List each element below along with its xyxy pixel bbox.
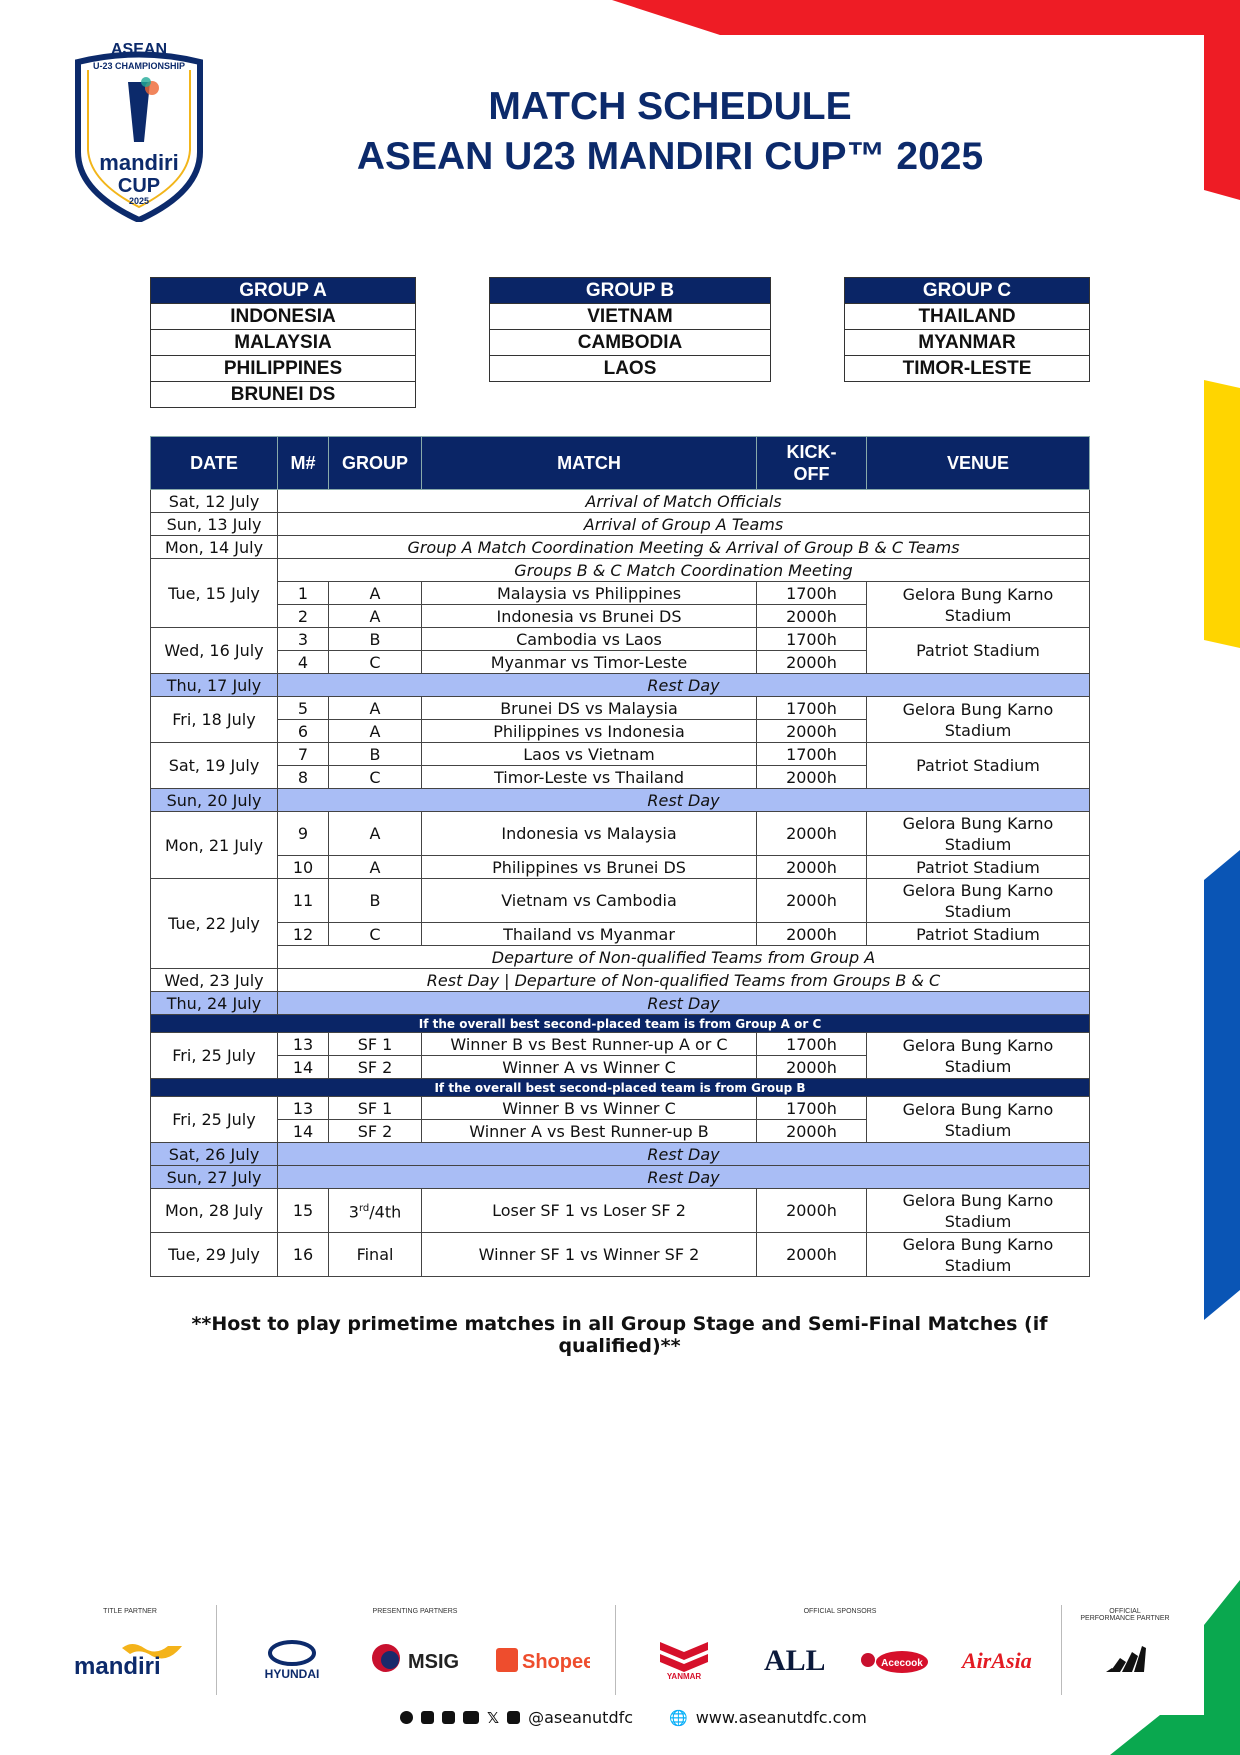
svg-text:Shopee: Shopee	[522, 1651, 590, 1673]
match: Timor-Leste vs Thailand	[422, 766, 757, 789]
team: MYANMAR	[845, 330, 1090, 356]
group: A	[329, 582, 422, 605]
date: Sun, 20 July	[151, 789, 278, 812]
tiktok-icon[interactable]	[442, 1711, 455, 1724]
page-title	[330, 82, 1010, 182]
rest-row	[151, 674, 1090, 697]
group: SF 2	[329, 1120, 422, 1143]
svg-text:AirAsia: AirAsia	[962, 1648, 1032, 1673]
match: Philippines vs Indonesia	[422, 720, 757, 743]
group: SF 1	[329, 1033, 422, 1056]
match: Winner A vs Best Runner-up B	[422, 1120, 757, 1143]
match-num: 14	[278, 1120, 329, 1143]
date: Thu, 24 July	[151, 992, 278, 1015]
kickoff: 2000h	[757, 720, 867, 743]
table-row	[151, 559, 1090, 582]
table-row	[151, 743, 1090, 766]
table-row	[151, 628, 1090, 651]
venue: Gelora Bung Karno Stadium	[867, 582, 1090, 628]
group: A	[329, 720, 422, 743]
date: Fri, 25 July	[151, 1033, 278, 1079]
date: Sat, 12 July	[151, 490, 278, 513]
date: Tue, 29 July	[151, 1233, 278, 1277]
note: Group A Match Coordination Meeting & Arrival of Group B & C Teams	[278, 536, 1090, 559]
match-num: 16	[278, 1233, 329, 1277]
title-line-2: ASEAN U23 MANDIRI CUP™ 2025	[356, 135, 984, 178]
kickoff: 2000h	[757, 1120, 867, 1143]
table-row	[151, 1233, 1090, 1277]
msig-logo	[370, 1640, 466, 1685]
instagram-icon[interactable]	[421, 1711, 434, 1724]
group-header: GROUP A	[151, 278, 416, 304]
rest-row	[151, 1166, 1090, 1189]
venue: Patriot Stadium	[867, 856, 1090, 879]
team: THAILAND	[845, 304, 1090, 330]
match: Laos vs Vietnam	[422, 743, 757, 766]
match-num: 2	[278, 605, 329, 628]
note: Rest Day	[278, 1143, 1090, 1166]
date: Mon, 14 July	[151, 536, 278, 559]
group-c-table	[844, 277, 1090, 382]
venue: Gelora Bung Karno Stadium	[867, 1097, 1090, 1143]
sponsor-divider	[615, 1605, 616, 1695]
note: Groups B & C Match Coordination Meeting	[278, 559, 1090, 582]
col-group: GROUP	[329, 437, 422, 490]
logo-sub: U-23 CHAMPIONSHIP	[92, 61, 186, 71]
match-num: 4	[278, 651, 329, 674]
match: Cambodia vs Laos	[422, 628, 757, 651]
kickoff: 2000h	[757, 923, 867, 946]
match: Winner SF 1 vs Winner SF 2	[422, 1233, 757, 1277]
linkedin-icon[interactable]	[507, 1711, 520, 1724]
header-row	[151, 437, 1090, 490]
date: Wed, 16 July	[151, 628, 278, 674]
group: A	[329, 697, 422, 720]
group-a-table	[150, 277, 416, 408]
team: VIETNAM	[490, 304, 771, 330]
match: Indonesia vs Malaysia	[422, 812, 757, 856]
table-row	[151, 582, 1090, 605]
svg-text:Acecook: Acecook	[881, 1658, 923, 1669]
match-num: 14	[278, 1056, 329, 1079]
kickoff: 2000h	[757, 605, 867, 628]
sponsor-divider	[1061, 1605, 1062, 1695]
match-num: 1	[278, 582, 329, 605]
group: SF 2	[329, 1056, 422, 1079]
sponsor-divider	[216, 1605, 217, 1695]
match: Winner B vs Best Runner-up A or C	[422, 1033, 757, 1056]
table-row	[151, 490, 1090, 513]
match: Thailand vs Myanmar	[422, 923, 757, 946]
kickoff: 1700h	[757, 1097, 867, 1120]
group: C	[329, 923, 422, 946]
group: A	[329, 812, 422, 856]
team: TIMOR-LESTE	[845, 356, 1090, 382]
venue: Gelora Bung Karno Stadium	[867, 1189, 1090, 1233]
kickoff: 1700h	[757, 582, 867, 605]
date: Mon, 28 July	[151, 1189, 278, 1233]
x-icon[interactable]: 𝕏	[487, 1708, 500, 1727]
group: A	[329, 856, 422, 879]
team: PHILIPPINES	[151, 356, 416, 382]
venue: Patriot Stadium	[867, 743, 1090, 789]
col-kickoff: KICK- OFF	[757, 437, 867, 490]
social-handle[interactable]: @aseanutdfc	[528, 1708, 634, 1727]
title-partner-label: TITLE PARTNER	[103, 1608, 157, 1615]
date: Tue, 22 July	[151, 879, 278, 969]
table-row	[151, 856, 1090, 879]
match: Vietnam vs Cambodia	[422, 879, 757, 923]
kickoff: 1700h	[757, 628, 867, 651]
performance-partner-label: OFFICIAL PERFORMANCE PARTNER	[1080, 1608, 1170, 1622]
match-num: 6	[278, 720, 329, 743]
match-num: 7	[278, 743, 329, 766]
venue: Gelora Bung Karno Stadium	[867, 879, 1090, 923]
team: CAMBODIA	[490, 330, 771, 356]
condition-note: If the overall best second-placed team is from Group A or C	[151, 1015, 1090, 1033]
team: MALAYSIA	[151, 330, 416, 356]
table-row	[151, 513, 1090, 536]
match-num: 13	[278, 1097, 329, 1120]
logo-year: 2025	[128, 196, 150, 206]
note: Arrival of Group A Teams	[278, 513, 1090, 536]
kickoff: 2000h	[757, 766, 867, 789]
group: B	[329, 879, 422, 923]
note: Rest Day	[278, 1166, 1090, 1189]
kickoff: 1700h	[757, 1033, 867, 1056]
match-num: 12	[278, 923, 329, 946]
table-row	[151, 969, 1090, 992]
logo-brand: mandiri	[99, 150, 179, 175]
kickoff: 2000h	[757, 812, 867, 856]
table-row	[151, 1189, 1090, 1233]
logo-asean: ASEAN	[110, 42, 168, 58]
date: Fri, 25 July	[151, 1097, 278, 1143]
table-row	[151, 812, 1090, 856]
all-logo	[762, 1638, 824, 1683]
group: SF 1	[329, 1097, 422, 1120]
venue: Patriot Stadium	[867, 923, 1090, 946]
team: BRUNEI DS	[151, 382, 416, 408]
col-num: M#	[278, 437, 329, 490]
schedule-table	[150, 436, 1090, 1277]
group: B	[329, 743, 422, 766]
shopee-logo	[494, 1640, 590, 1685]
globe-icon: 🌐	[669, 1708, 688, 1727]
venue: Gelora Bung Karno Stadium	[867, 1233, 1090, 1277]
condition-row	[151, 1015, 1090, 1033]
airasia-logo	[960, 1640, 1036, 1685]
note: Arrival of Match Officials	[278, 490, 1090, 513]
date: Mon, 21 July	[151, 812, 278, 879]
rest-row	[151, 789, 1090, 812]
match-num: 10	[278, 856, 329, 879]
group-b-table	[489, 277, 771, 382]
table-row	[151, 923, 1090, 946]
svg-text:MSIG: MSIG	[408, 1651, 460, 1673]
date: Fri, 18 July	[151, 697, 278, 743]
match-num: 9	[278, 812, 329, 856]
kickoff: 1700h	[757, 743, 867, 766]
footer	[400, 1708, 880, 1727]
match-num: 15	[278, 1189, 329, 1233]
group: Final	[329, 1233, 422, 1277]
date: Wed, 23 July	[151, 969, 278, 992]
note: Rest Day	[278, 992, 1090, 1015]
logo-cup: CUP	[117, 175, 161, 197]
match: Winner B vs Winner C	[422, 1097, 757, 1120]
tournament-logo	[72, 42, 206, 222]
table-row	[151, 879, 1090, 923]
condition-note: If the overall best second-placed team is from Group B	[151, 1079, 1090, 1097]
match-num: 8	[278, 766, 329, 789]
kickoff: 2000h	[757, 1189, 867, 1233]
venue: Gelora Bung Karno Stadium	[867, 812, 1090, 856]
match: Malaysia vs Philippines	[422, 582, 757, 605]
group-header: GROUP B	[490, 278, 771, 304]
match: Brunei DS vs Malaysia	[422, 697, 757, 720]
kickoff: 2000h	[757, 651, 867, 674]
group: 3rd/4th	[329, 1189, 422, 1233]
table-row	[151, 946, 1090, 969]
svg-text:mandiri: mandiri	[74, 1653, 161, 1678]
website-link[interactable]: www.aseanutdfc.com	[695, 1708, 867, 1727]
facebook-icon[interactable]	[400, 1711, 413, 1724]
note: Rest Day	[278, 674, 1090, 697]
venue: Patriot Stadium	[867, 628, 1090, 674]
yanmar-logo	[656, 1636, 712, 1685]
kickoff: 2000h	[757, 1233, 867, 1277]
svg-text:ALL: ALL	[764, 1644, 824, 1677]
col-match: MATCH	[422, 437, 757, 490]
match: Loser SF 1 vs Loser SF 2	[422, 1189, 757, 1233]
host-note: **Host to play primetime matches in all Group Stage and Semi-Final Matches (if qualified)**	[191, 1313, 1048, 1357]
rest-row	[151, 1143, 1090, 1166]
note: Rest Day	[278, 789, 1090, 812]
svg-text:HYUNDAI: HYUNDAI	[264, 1667, 320, 1680]
team: INDONESIA	[151, 304, 416, 330]
group: B	[329, 628, 422, 651]
col-date: DATE	[151, 437, 278, 490]
date: Sun, 27 July	[151, 1166, 278, 1189]
title-line-1: MATCH SCHEDULE	[488, 85, 852, 128]
acecook-logo	[860, 1642, 930, 1683]
mandiri-logo	[72, 1638, 192, 1683]
kickoff: 1700h	[757, 697, 867, 720]
group: C	[329, 651, 422, 674]
date: Sat, 26 July	[151, 1143, 278, 1166]
match-num: 13	[278, 1033, 329, 1056]
match-num: 3	[278, 628, 329, 651]
rest-row	[151, 992, 1090, 1015]
table-row	[151, 1033, 1090, 1056]
date: Tue, 15 July	[151, 559, 278, 628]
col-venue: VENUE	[867, 437, 1090, 490]
match-num: 11	[278, 879, 329, 923]
table-row	[151, 1097, 1090, 1120]
group: C	[329, 766, 422, 789]
youtube-icon[interactable]	[463, 1711, 479, 1724]
team: LAOS	[490, 356, 771, 382]
table-row	[151, 697, 1090, 720]
date: Sat, 19 July	[151, 743, 278, 789]
date: Sun, 13 July	[151, 513, 278, 536]
kickoff: 2000h	[757, 879, 867, 923]
presenting-partners-label: PRESENTING PARTNERS	[372, 1608, 458, 1615]
note: Departure of Non-qualified Teams from Group A	[278, 946, 1090, 969]
group-header: GROUP C	[845, 278, 1090, 304]
group: A	[329, 605, 422, 628]
venue: Gelora Bung Karno Stadium	[867, 697, 1090, 743]
condition-row	[151, 1079, 1090, 1097]
note: Rest Day | Departure of Non-qualified Teams from Groups B & C	[278, 969, 1090, 992]
match: Winner A vs Winner C	[422, 1056, 757, 1079]
adidas-logo	[1104, 1644, 1146, 1679]
official-sponsors-label: OFFICIAL SPONSORS	[803, 1608, 877, 1615]
match-num: 5	[278, 697, 329, 720]
match: Myanmar vs Timor-Leste	[422, 651, 757, 674]
kickoff: 2000h	[757, 856, 867, 879]
table-row	[151, 536, 1090, 559]
hyundai-logo	[256, 1640, 328, 1685]
kickoff: 2000h	[757, 1056, 867, 1079]
match: Philippines vs Brunei DS	[422, 856, 757, 879]
match: Indonesia vs Brunei DS	[422, 605, 757, 628]
date: Thu, 17 July	[151, 674, 278, 697]
venue: Gelora Bung Karno Stadium	[867, 1033, 1090, 1079]
svg-text:YANMAR: YANMAR	[666, 1672, 702, 1680]
